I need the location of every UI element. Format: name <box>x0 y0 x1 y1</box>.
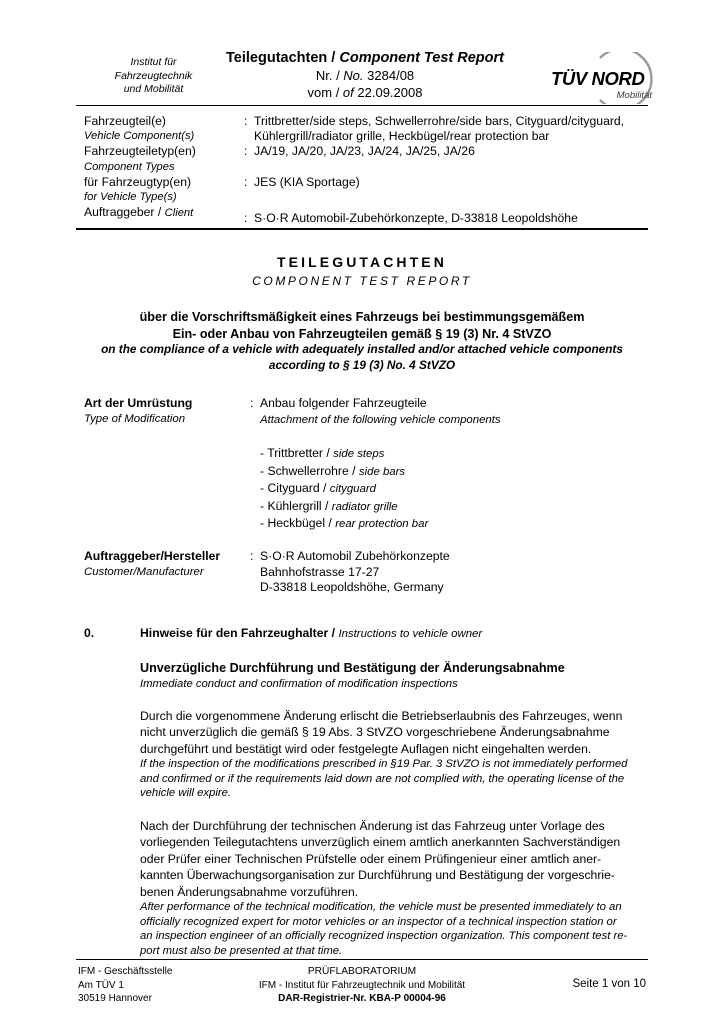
section-0-title-de: Hinweise für den Fahrzeughalter <box>140 626 329 640</box>
section-0-title-en: Instructions to vehicle owner <box>338 628 483 640</box>
list-item-en: rear protection bar <box>335 518 429 531</box>
section-0-number: 0. <box>84 626 95 640</box>
institute-line-1: Institut für <box>130 56 177 68</box>
paragraph-2-de-line-4: kannten Überwachungsorganisation zur Durchführung und Bestätigung der vorgeschrie- <box>140 868 615 883</box>
manufacturer-label-de: Auftraggeber/Hersteller <box>84 549 221 563</box>
list-item-de: - Kühlergrill / <box>260 498 332 513</box>
tuv-nord-logo <box>548 52 660 104</box>
paragraph-2-en-line-4: port must also be presented at that time. <box>140 944 343 957</box>
modification-block <box>76 396 648 533</box>
paragraph-1-de-line-2: nicht unverzüglich die gemäß § 19 Abs. 3 StVZO vorgeschriebene Änderungsabnahme <box>140 725 610 740</box>
info-colon: : <box>244 114 248 128</box>
info-label-en: Vehicle Component(s) <box>84 130 195 143</box>
report-title-de: Teilegutachten <box>226 50 328 66</box>
main-title-en: COMPONENT TEST REPORT <box>252 274 472 288</box>
manufacturer-colon: : <box>250 549 254 563</box>
list-item <box>260 463 648 481</box>
info-label-en: Client <box>164 206 194 219</box>
main-title-block <box>76 252 648 373</box>
paragraph-1-en <box>140 757 648 801</box>
info-label-client <box>84 205 244 221</box>
logo-wordmark: TÜV NORD <box>551 68 645 89</box>
report-date-sep: / <box>332 85 343 100</box>
paragraph-2-en-line-3: an inspection engineer of an officially recognized inspection organization. This component test re- <box>140 930 628 943</box>
component-info-divider-rule <box>76 228 648 230</box>
info-label-component-types <box>84 144 244 174</box>
main-subtitle-en-line-1: on the compliance of a vehicle with adequately installed and/or attached vehicle components <box>101 342 623 356</box>
section-0-subheading-en: Immediate conduct and confirmation of modification inspections <box>140 677 458 690</box>
modification-label <box>84 396 249 427</box>
report-number-label-en: No. <box>343 68 364 83</box>
list-item-de: - Heckbügel / <box>260 516 336 531</box>
paragraph-2-de-line-2: vorliegenden Teilegutachtens unverzüglich einem amtlich anerkannten Sachverständigen <box>140 835 621 850</box>
footer-lab-line-1: PRÜFLABORATORIUM <box>307 966 417 977</box>
info-value-line-1: Trittbretter/side steps, Schwellerrohre/side bars, Cityguard/cityguard, <box>254 114 625 128</box>
report-number: 3284/08 <box>367 68 415 83</box>
info-colon: : <box>244 210 248 225</box>
info-label-sep: / <box>154 204 165 219</box>
footer-lab-info <box>76 965 648 1006</box>
info-value-line-1: S·O·R Automobil-Zubehörkonzepte, D-33818 Leopoldshöhe <box>254 210 578 225</box>
list-item-en: side bars <box>358 465 406 478</box>
main-subtitle-en-line-2: according to § 19 (3) No. 4 StVZO <box>268 357 456 372</box>
info-label-de: Fahrzeugteil(e) <box>84 114 166 128</box>
footer-divider-rule <box>76 959 648 960</box>
info-label-vehicle-type <box>84 175 244 205</box>
paragraph-2-de <box>140 818 648 900</box>
list-item <box>260 498 648 516</box>
list-item-de: - Trittbretter / <box>260 446 334 460</box>
info-value-component-types <box>244 144 648 159</box>
section-0-title-sep: / <box>328 626 339 640</box>
manufacturer-city: D-33818 Leopoldshöhe, Germany <box>260 580 444 594</box>
paragraph-2-de-line-1: Nach der Durchführung der technischen Änderung ist das Fahrzeug unter Vorlage des <box>140 819 605 833</box>
report-title-separator: / <box>327 50 340 66</box>
main-title-de: TEILEGUTACHTEN <box>277 254 447 270</box>
modification-component-list <box>260 445 648 533</box>
paragraph-1-de-line-1: Durch die vorgenommene Änderung erlischt die Betriebserlaubnis des Fahrzeuges, wenn <box>140 709 623 723</box>
section-0-block <box>76 625 648 958</box>
institute-line-2: Fahrzeugtechnik <box>114 69 193 82</box>
manufacturer-block <box>76 549 648 596</box>
manufacturer-name-text: S·O·R Automobil Zubehörkonzepte <box>260 549 450 563</box>
modification-value-en-text: Attachment of the following vehicle components <box>260 413 501 426</box>
info-value-vehicle-type <box>244 175 648 190</box>
footer-address-line-2: Am TÜV 1 <box>78 979 124 991</box>
info-colon: : <box>244 144 248 159</box>
paragraph-1-de-line-3: durchgeführt und bestätigt wird oder festgelegte Auflagen nicht eingehalten werden. <box>140 741 592 756</box>
info-label-vehicle-component <box>84 114 244 144</box>
report-date-label-en: of <box>342 85 354 100</box>
list-item-de: - Cityguard / <box>260 481 330 496</box>
paragraph-2-de-line-5: benen Änderungsabnahme vorzuführen. <box>140 884 359 899</box>
report-date-line <box>200 84 530 101</box>
report-number-label-de: Nr. <box>315 68 333 83</box>
modification-value-de <box>250 396 648 412</box>
paragraph-2-en <box>140 900 648 958</box>
paragraph-2-en-line-1: After performance of the technical modification, the vehicle must be presented immediately to an <box>140 901 622 914</box>
report-date-label-de: vom <box>307 85 333 100</box>
section-0-heading <box>76 625 648 642</box>
report-title-en: Component Test Report <box>339 50 504 66</box>
info-label-en: Component Types <box>84 160 175 173</box>
header-divider-rule <box>76 105 648 106</box>
manufacturer-street: Bahnhofstrasse 17-27 <box>260 564 380 579</box>
info-value-line-2: Kühlergrill/radiator grille, Heckbügel/rear protection bar <box>254 129 550 144</box>
footer-lab-line-2: IFM - Institut für Fahrzeugtechnik und Mobilität <box>258 979 466 991</box>
paragraph-2-de-line-3: oder Prüfer einer Technischen Prüfstelle oder einem Prüfingenieur einer amtlich aner- <box>140 851 602 866</box>
modification-colon: : <box>250 396 254 410</box>
report-title-block <box>200 50 530 101</box>
manufacturer-label-en: Customer/Manufacturer <box>84 565 204 578</box>
footer-address-line-3: 30519 Hannover <box>78 993 152 1004</box>
info-row-component-types <box>76 144 648 174</box>
paragraph-1-en-line-2: and confirmed or if the requirements laid down are not complied with, the operating license of the <box>140 772 625 785</box>
report-number-line <box>200 67 530 84</box>
info-row-vehicle-type <box>76 175 648 205</box>
info-value-vehicle-component <box>244 114 648 129</box>
info-label-de: Fahrzeugteiletyp(en) <box>84 144 196 159</box>
report-number-sep: / <box>332 68 344 83</box>
manufacturer-name <box>250 549 648 565</box>
main-subtitle-de-line-1: über die Vorschriftsmäßigkeit eines Fahrzeugs bei bestimmungsgemäßem <box>139 310 585 324</box>
modification-label-en: Type of Modification <box>84 412 186 425</box>
info-label-de: Auftraggeber <box>84 204 155 219</box>
report-title-line <box>200 50 530 67</box>
section-0-subheading-de: Unverzügliche Durchführung und Bestätigung der Änderungsabnahme <box>140 661 565 675</box>
list-item <box>260 515 648 533</box>
modification-value <box>250 396 648 428</box>
paragraph-2-en-line-2: officially recognized expert for motor vehicles or an inspector of a technical inspection station or <box>140 915 617 928</box>
info-value-line-1: JES (KIA Sportage) <box>254 174 360 189</box>
paragraph-1-en-line-3: vehicle will expire. <box>140 787 232 800</box>
main-subtitle-de-line-2: Ein- oder Anbau von Fahrzeugteilen gemäß § 19 (3) Nr. 4 StVZO <box>172 326 552 341</box>
section-0-title <box>140 625 648 642</box>
list-item <box>260 445 648 463</box>
footer-address-line-1: IFM - Geschäftsstelle <box>78 966 173 977</box>
list-item-de: - Schwellerrohre / <box>260 463 359 478</box>
info-value-line-1: JA/19, JA/20, JA/23, JA/24, JA/25, JA/26 <box>254 144 475 159</box>
modification-label-de: Art der Umrüstung <box>84 396 193 410</box>
list-item-en: radiator grille <box>331 500 398 513</box>
footer-registration-number: DAR-Registrier-Nr. KBA-P 00004-96 <box>278 993 446 1004</box>
logo-subtitle: Mobilität <box>616 90 652 101</box>
modification-value-en <box>250 412 648 429</box>
info-row-client <box>76 205 648 226</box>
info-colon: : <box>244 174 248 189</box>
component-info-block <box>76 114 648 226</box>
manufacturer-label <box>84 549 249 580</box>
document-header <box>0 50 724 105</box>
list-item <box>260 480 648 498</box>
list-item-en: side steps <box>333 448 385 460</box>
info-label-en: for Vehicle Type(s) <box>84 190 177 203</box>
paragraph-1-en-line-1: If the inspection of the modifications prescribed in §19 Par. 3 StVZO is not immediately performed <box>140 758 628 771</box>
institute-line-3: und Mobilität <box>123 83 184 95</box>
report-date: 22.09.2008 <box>357 85 423 100</box>
manufacturer-address <box>250 549 648 596</box>
paragraph-1-de <box>140 708 648 757</box>
modification-value-de-text: Anbau folgender Fahrzeugteile <box>260 396 427 410</box>
info-row-vehicle-component <box>76 114 648 144</box>
footer-page-number: Seite 1 von 10 <box>572 978 646 990</box>
info-value-client <box>244 205 648 226</box>
list-item-en: cityguard <box>329 483 376 496</box>
info-label-de: für Fahrzeugtyp(en) <box>84 174 192 189</box>
